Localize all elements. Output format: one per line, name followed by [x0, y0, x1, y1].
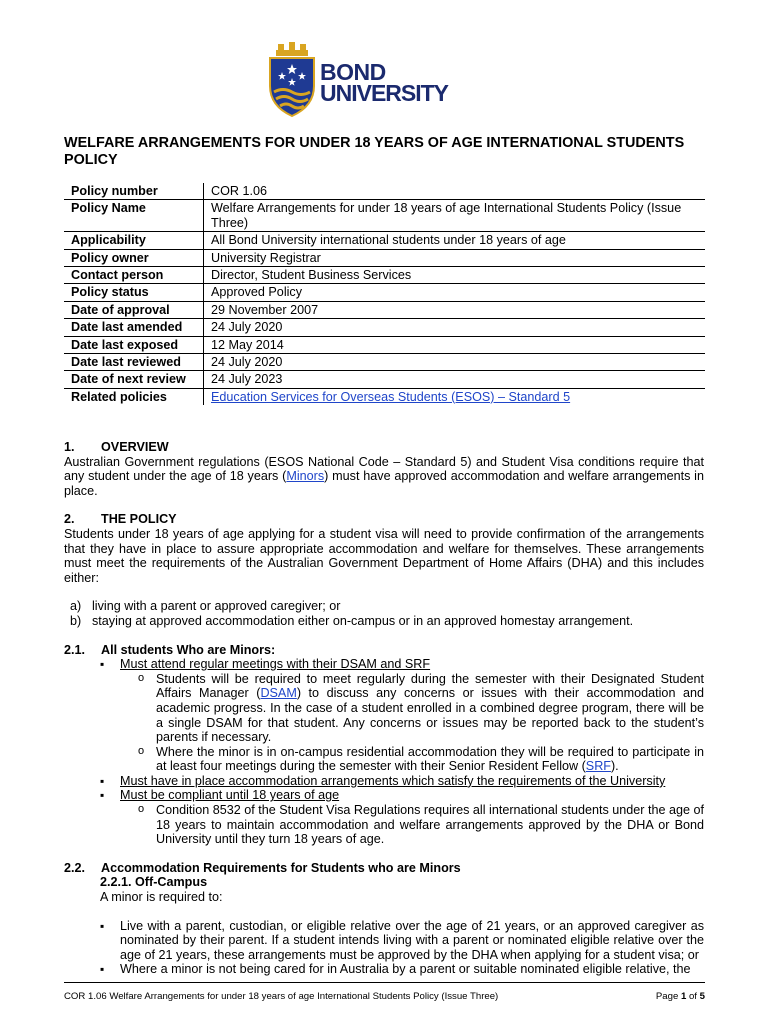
- table-row: [64, 336, 705, 353]
- table-row: [64, 183, 705, 200]
- logo-wordmark: [320, 59, 449, 106]
- table-key: Policy Name: [64, 200, 204, 232]
- minors-link[interactable]: Minors: [286, 469, 325, 484]
- policy-info-table: [64, 183, 705, 405]
- table-value: 24 July 2023: [204, 371, 706, 388]
- table-value: Director, Student Business Services: [204, 267, 706, 284]
- table-row: [64, 319, 705, 336]
- bullet-item: ▪ Must have in place accommodation arrangements which satisfy the requirements of the University: [64, 774, 704, 789]
- bullet-item: ▪ Must attend regular meetings with their DSAM and SRF: [64, 657, 704, 672]
- sub-bullet-item: o Where the minor is in on-campus residential accommodation they will be required to participate in at least four meetings during the semester with their Senior Resident Fellow (SRF).: [64, 745, 704, 774]
- table-row: [64, 267, 705, 284]
- table-row: [64, 200, 705, 232]
- table-key: Contact person: [64, 267, 204, 284]
- logo-line-2: UNIVERSITY: [320, 80, 449, 106]
- footer-document-title: COR 1.06 Welfare Arrangements for under 18 years of age International Students Policy (Issue Three): [64, 991, 499, 1002]
- section-1-heading: 1. OVERVIEW: [64, 440, 169, 454]
- esos-standard-5-link[interactable]: Education Services for Overseas Students (ESOS) – Standard 5: [211, 389, 571, 404]
- section-2-paragraph: Students under 18 years of age applying for a student visa will need to provide confirmation of the arrangements that they have in place to assure appropriate accommodation and welfare for themselves. These arrangements must meet the requirements of the Australian Government Department of Home Affairs (DHA) and this includes either:: [64, 526, 704, 585]
- section-1-paragraph: Australian Government regulations (ESOS National Code – Standard 5) and Student Visa conditions require that any student under the age of 18 years (Minors) must have approved accommodation and welfare arrangements in place.: [64, 454, 704, 498]
- bullet-item: ▪ Where a minor is not being cared for in Australia by a parent or suitable nominated eligible relative, the: [64, 962, 704, 977]
- page-number: Page 1 of 5: [655, 991, 705, 1002]
- table-row: [64, 301, 705, 318]
- bullet-item: ▪ Live with a parent, custodian, or eligible relative over the age of 21 years, or an approved caregiver as nominated by their parent. If a student intends living with a parent or nominated eligible relative over the age of 21 years, these arrangements must be approved by the DHA when applying for a student visa; or: [64, 919, 704, 963]
- table-key: Date last amended: [64, 319, 204, 336]
- srf-link[interactable]: SRF: [585, 759, 611, 774]
- dsam-link[interactable]: DSAM: [260, 686, 297, 701]
- list-item: b) staying at approved accommodation either on-campus or in an approved homestay arrangement.: [70, 613, 634, 628]
- section-2-2-1-intro: A minor is required to:: [100, 890, 223, 905]
- table-key: Policy number: [64, 183, 204, 200]
- table-value: Welfare Arrangements for under 18 years of age International Students Policy (Issue Three): [204, 200, 706, 232]
- table-row: [64, 249, 705, 266]
- table-value: 29 November 2007: [204, 301, 706, 318]
- table-key: Date last exposed: [64, 336, 204, 353]
- table-value: 12 May 2014: [204, 336, 706, 353]
- table-key: Policy owner: [64, 249, 204, 266]
- university-crest-icon: [268, 42, 316, 118]
- table-value: 24 July 2020: [204, 354, 706, 371]
- footer-divider: [64, 982, 705, 983]
- sub-bullet-item: o Condition 8532 of the Student Visa Regulations requires all international students under the age of 18 years to maintain accommodation and welfare arrangements approved by the DHA or Bond University until they turn 18 years of age.: [64, 803, 704, 847]
- section-2-2-heading: 2.2. Accommodation Requirements for Students who are Minors: [64, 860, 461, 875]
- table-row: [64, 232, 705, 249]
- table-key: Date of next review: [64, 371, 204, 388]
- table-key: Applicability: [64, 232, 204, 249]
- logo-line-1: BOND: [320, 59, 386, 85]
- page-footer: [64, 991, 705, 1003]
- table-row: [64, 354, 705, 371]
- table-row: [64, 388, 705, 405]
- table-row: [64, 371, 705, 388]
- table-key: Date last reviewed: [64, 354, 204, 371]
- table-row: [64, 284, 705, 301]
- table-value: Approved Policy: [204, 284, 706, 301]
- policy-body: [64, 440, 704, 977]
- table-key: Related policies: [71, 389, 167, 404]
- table-value: All Bond University international students under 18 years of age: [204, 232, 706, 249]
- table-value: 24 July 2020: [204, 319, 706, 336]
- section-2-1-heading: 2.1. All students Who are Minors:: [64, 642, 276, 657]
- table-value: COR 1.06: [204, 183, 706, 200]
- bond-university-logo: [268, 42, 468, 118]
- bullet-item: ▪ Must be compliant until 18 years of age: [64, 788, 704, 803]
- section-2-2-1-heading: 2.2.1. Off-Campus: [100, 875, 208, 890]
- sub-bullet-item: o Students will be required to meet regularly during the semester with their Designated Student Affairs Manager (DSAM) to discuss any concerns or issues with their accommodation and academic progress. In the case of a student enrolled in a combined degree program, there will be a single DSAM for that student. Any concerns or issues may be reported back to the student’s parents if necessary.: [64, 672, 704, 745]
- table-key: Date of approval: [64, 301, 204, 318]
- table-value: [204, 388, 706, 405]
- section-2-heading: 2. THE POLICY: [64, 512, 177, 527]
- table-value: University Registrar: [204, 249, 706, 266]
- list-item: a) living with a parent or approved caregiver; or: [70, 599, 341, 614]
- table-key: Policy status: [64, 284, 204, 301]
- page-title: WELFARE ARRANGEMENTS FOR UNDER 18 YEARS OF AGE INTERNATIONAL STUDENTS POLICY: [64, 135, 685, 168]
